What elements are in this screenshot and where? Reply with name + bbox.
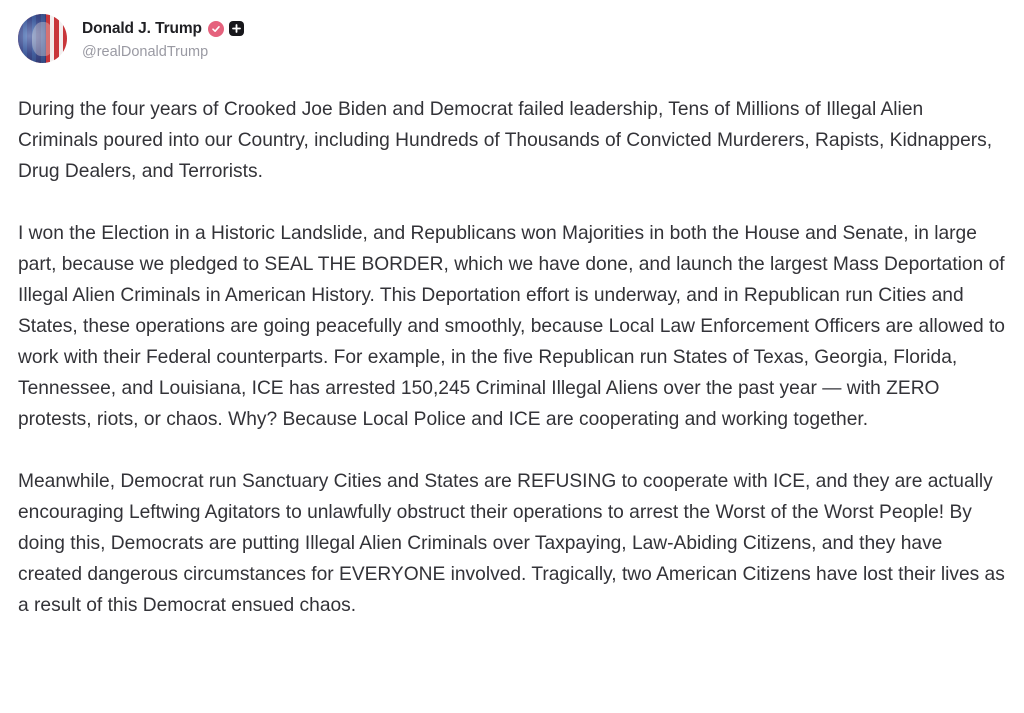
author-avatar[interactable] [18, 14, 67, 63]
verified-check-icon [208, 21, 224, 37]
post-paragraph-3: Meanwhile, Democrat run Sanctuary Cities and States are REFUSING to cooperate with ICE, and they are actually encouraging Leftwing Agitators to unlawfully obstruct their operations to arrest the Worst of the Worst People! By doing this, Democrats are putting Illegal Alien Criminals over Taxpaying, Law-Abiding Citizens, and they have created dangerous circumstances for EVERYONE involved. Tragically, two American Citizens have lost their lives as a result of this Democrat ensued chaos. [18, 471, 1005, 616]
plus-icon [229, 21, 244, 36]
post-paragraph-1: During the four years of Crooked Joe Biden and Democrat failed leadership, Tens of Millions of Illegal Alien Criminals poured into our Country, including Hundreds of Thousands of Convicted Murderers, Rapists, Kidnappers, Drug Dealers, and Terrorists. [18, 99, 993, 182]
author-identity [82, 18, 244, 60]
post-header [18, 14, 244, 63]
post-body [18, 94, 1008, 621]
author-handle[interactable]: @realDonaldTrump [82, 43, 209, 60]
post-paragraph-2: I won the Election in a Historic Landslide, and Republicans won Majorities in both the House and Senate, in large part, because we pledged to SEAL THE BORDER, which we have done, and launch the largest Mass Deportation of Illegal Alien Criminals in American History. This Deportation effort is underway, and in Republican run Cities and States, these operations are going peacefully and smoothly, because Local Law Enforcement Officers are allowed to work with their Federal counterparts. For example, in the five Republican run States of Texas, Georgia, Florida, Tennessee, and Louisiana, ICE has arrested 150,245 Criminal Illegal Aliens over the past year — with ZERO protests, riots, or chaos. Why? Because Local Police and ICE are cooperating and working together. [18, 223, 1005, 430]
author-name-row [82, 18, 244, 40]
author-display-name[interactable]: Donald J. Trump [82, 19, 202, 37]
